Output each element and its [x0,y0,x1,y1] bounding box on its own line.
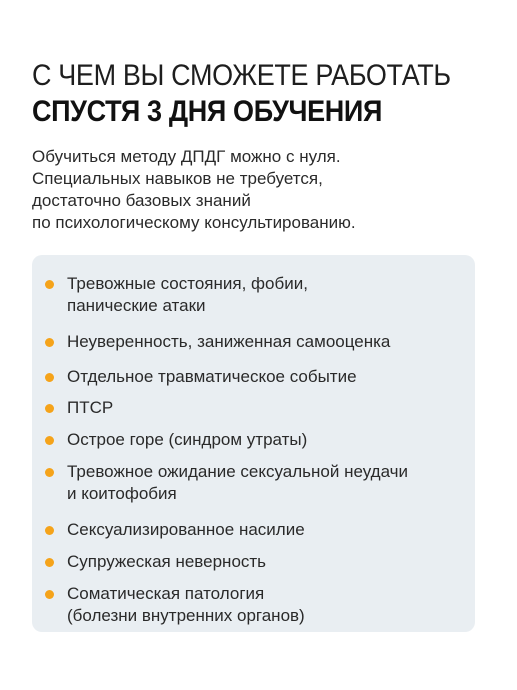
intro-line: по психологическому консультированию. [32,213,356,232]
list-item-text [67,551,467,573]
list-item-line: и коитофобия [67,484,177,503]
intro-line: достаточно базовых знаний [32,191,251,210]
bullet-dot-icon [45,436,54,445]
list-item-line: (болезни внутренних органов) [67,606,305,625]
bullet-dot-icon [45,558,54,567]
list-item-line: Тревожное ожидание сексуальной неудачи [67,462,409,481]
bullet-dot-icon [45,590,54,599]
list-item-line: Острое горе (синдром утраты) [67,430,308,449]
list-item-text [67,273,467,317]
title-line-1: С ЧЕМ ВЫ СМОЖЕТЕ РАБОТАТЬ [32,59,451,92]
list-item-text [67,519,467,541]
intro-line: Обучиться методу ДПДГ можно с нуля. [32,147,341,166]
list-item-line: панические атаки [67,296,206,315]
topics-card [32,255,475,632]
list-item-line: Сексуализированное насилие [67,520,305,539]
list-item-text [67,366,467,388]
list-item-line: Супружеская неверность [67,552,267,571]
list-item-text [67,461,467,505]
bullet-dot-icon [45,338,54,347]
list-item-line: Тревожные состояния, фобии, [67,274,308,293]
intro-line: Специальных навыков не требуется, [32,169,323,188]
list-item-line: ПТСР [67,398,114,417]
page-title [32,58,451,130]
list-item-text [67,429,467,451]
intro-paragraph [32,146,472,234]
title-line-2: СПУСТЯ 3 ДНЯ ОБУЧЕНИЯ [32,95,383,128]
bullet-dot-icon [45,280,54,289]
bullet-dot-icon [45,526,54,535]
list-item-line: Соматическая патология [67,584,265,603]
list-item-line: Неуверенность, заниженная самооценка [67,332,391,351]
list-item-text [67,583,467,627]
list-item-text [67,397,467,419]
bullet-dot-icon [45,468,54,477]
list-item-line: Отдельное травматическое событие [67,367,357,386]
bullet-dot-icon [45,404,54,413]
bullet-dot-icon [45,373,54,382]
list-item-text [67,331,467,353]
